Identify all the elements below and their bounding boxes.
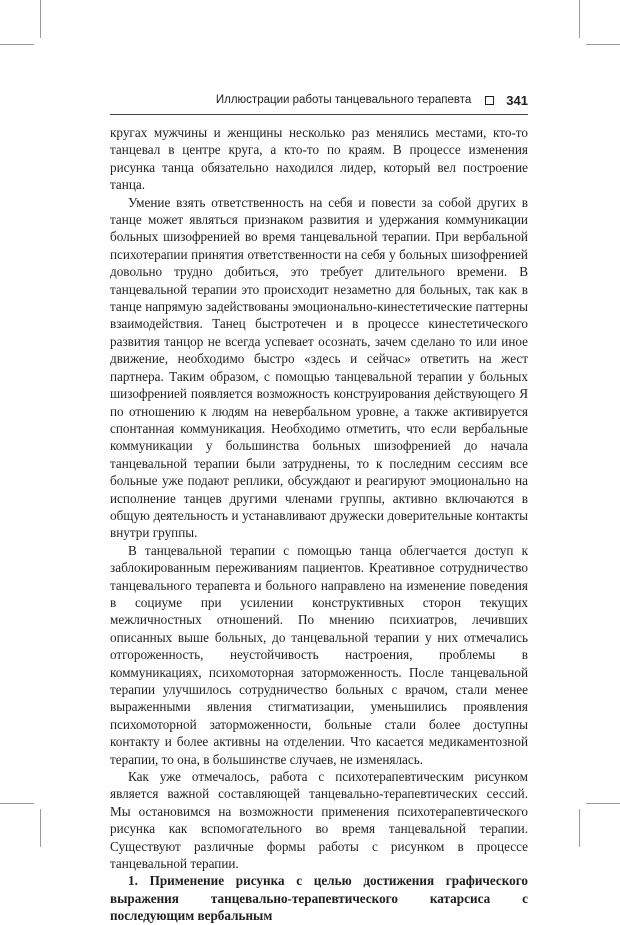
crop-mark-bottom-right-h [586,803,620,804]
crop-mark-bottom-right [579,809,580,847]
crop-mark-top-left [40,0,41,38]
running-head-title: Иллюстрации работы танцевального терапевта [215,94,472,106]
header-rule [110,114,528,115]
numbered-item-heading: 1. Применение рисунка с целью достижения графического выражения танцевально-терапевтического катарсиса с последующим вербальным [110,873,528,924]
paragraph: Как уже отмечалось, работа с психотерапевтическим рисунком является важной составляющей танцевально-терапевтических сессий. Мы остановимся на возможности применения психотерапевтического рисунка как вспомогательного во время танцевальной терапии. Существуют различные формы работы с рисунком в процессе танцевальной терапии. [110,769,528,872]
running-head [110,90,528,110]
crop-mark-top-right-h [586,44,620,45]
paragraph: Умение взять ответственность на себя и повести за собой других в танце может являться признаком развития и удержания коммуникации больных шизофренией во время танцевальной терапии. При вербальной психотерапии принятия ответственности на себя у больных шизофренией довольно трудно добиться, это требует длительного времени. В танцевальной терапии это происходит незаметно для больных, так как в танце напрямую задействованы эмоционально-кинестетические паттерны взаимодействия. Танец быстротечен и в процессе кинестетического развития танцор не всегда успевает осознать, зачем сделано то или иное движение, необходимо быстро «здесь и сейчас» ответить на жест партнера. Таким образом, с помощью танцевальной терапии у больных шизофренией появляется возможность конструирования действующего Я по отношению к людям на невербальном уровне, а также активируется спонтанная коммуникация. Необходимо отметить, что если вербальные коммуникации у большинства больных шизофренией до начала танцевальной терапии были затруднены, то к последним сессиям все больные уже подают реплики, обсуждают и реагируют эмоционально на исполнение танцев другими членами группы, активно включаются в общую деятельность и устанавливают дружески доверительные контакты внутри группы. [110,194,528,541]
square-bullet-icon [485,96,494,105]
crop-mark-bottom-left-h [0,803,34,804]
paragraph-continued: кругах мужчины и женщины несколько раз менялись местами, кто-то танцевал в центре круга, а кто-то по краям. В процессе изменения рисунка танца обязательно находился лидер, который вел построение танца. [110,125,528,193]
crop-mark-bottom-left [40,809,41,847]
body-text [110,124,528,925]
crop-mark-top-right [579,0,580,38]
crop-mark-top-left-h [0,44,34,45]
paragraph: В танцевальной терапии с помощью танца облегчается доступ к заблокированным переживаниям пациентов. Креативное сотрудничество танцевального терапевта и больного направлено на изменение поведения в социуме при усилении конструктивных сторон текущих межличностных отношений. По мнению психиатров, лечивших описанных выше больных, до танцевальной терапии у них отмечались отгороженность, неустойчивость настроения, проблемы в коммуникациях, психомоторная заторможенность. После танцевальной терапии улучшилось сотрудничество больных с врачом, стали менее выраженными явления стигматизации, уменьшились проявления психомоторной заторможенности, больные стали более доступны контакту и более активны на отделении. Что касается медикаментозной терапии, то она, в большинстве случаев, не изменялась. [110,542,528,767]
page-number: 341 [506,92,528,108]
